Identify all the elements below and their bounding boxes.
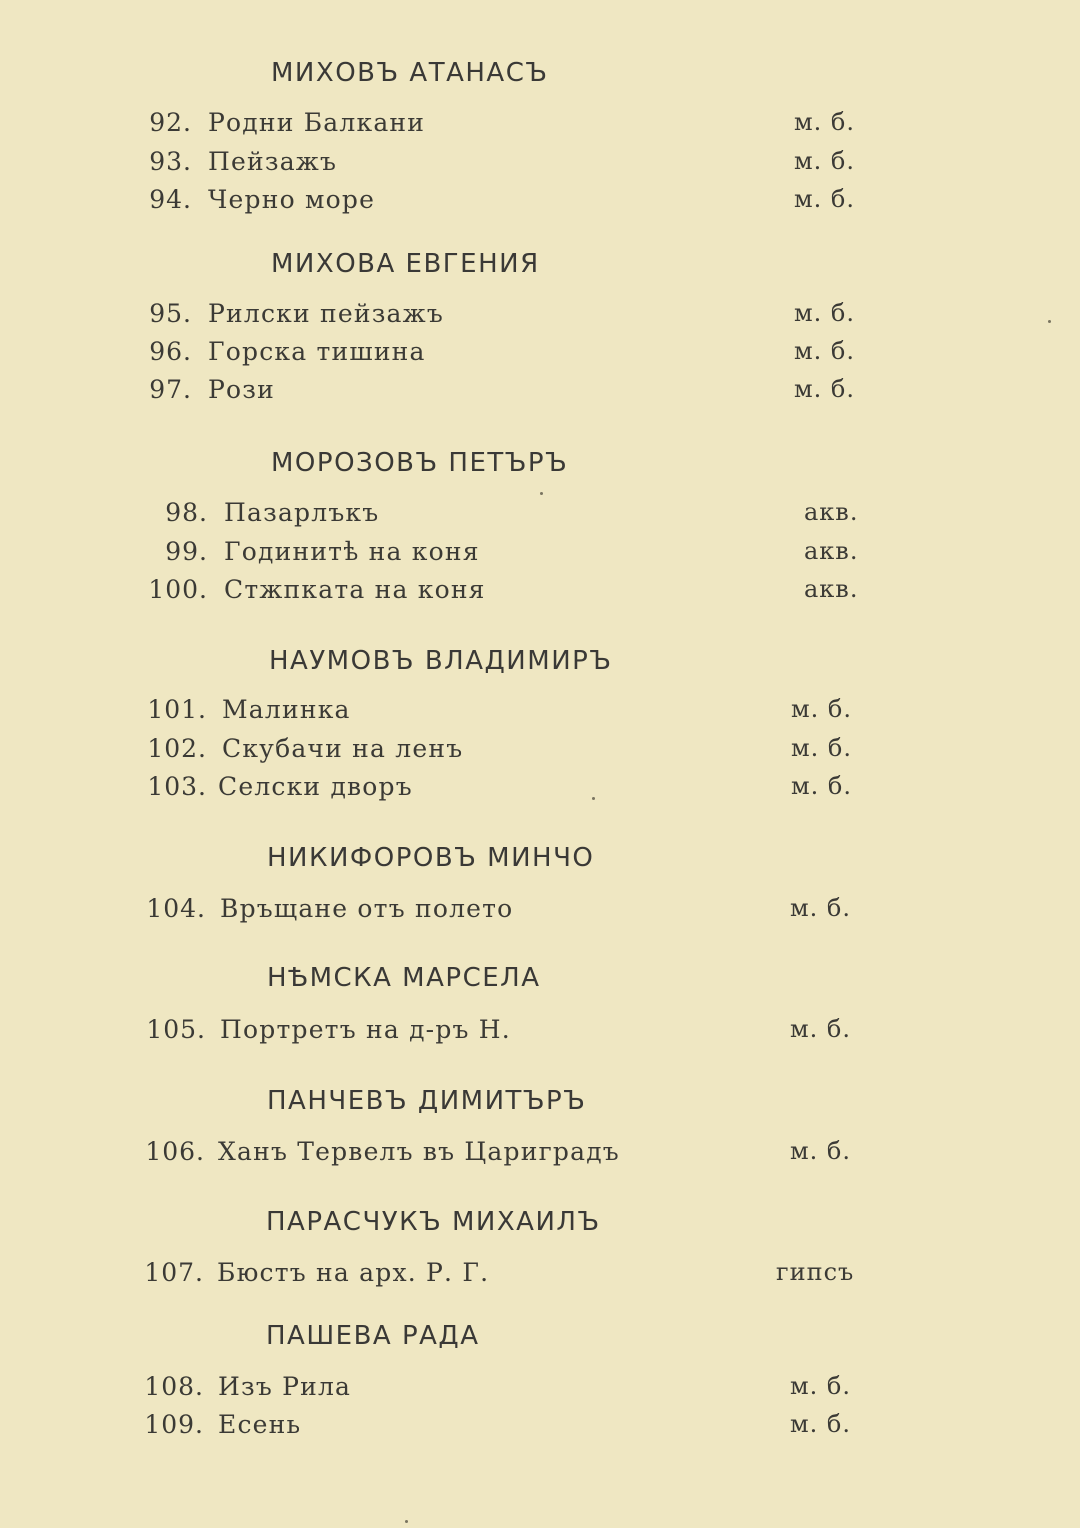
item-medium: м. б.: [794, 108, 856, 136]
item-medium: м. б.: [790, 1015, 852, 1043]
list-item: [0, 108, 1080, 142]
paper-speck: [1048, 320, 1051, 323]
item-title: Бюстъ на арх. Р. Г.: [217, 1258, 490, 1287]
item-number: 108.: [144, 1372, 204, 1401]
item-title: Стжпката на коня: [224, 575, 486, 604]
paper-speck: [540, 492, 543, 495]
item-medium: м. б.: [790, 1372, 852, 1400]
item-number: 93.: [149, 147, 192, 176]
item-number: 94.: [149, 185, 192, 214]
item-title: Връщане отъ полето: [220, 894, 514, 923]
artist-heading: НАУМОВЪ ВЛАДИМИРЪ: [269, 646, 613, 676]
item-medium: м. б.: [790, 1137, 852, 1165]
item-title: Пазарлъкъ: [224, 498, 380, 527]
list-item: [0, 375, 1080, 409]
item-title: Горска тишина: [208, 337, 426, 366]
item-title: Рози: [208, 375, 275, 404]
item-number: 105.: [146, 1015, 206, 1044]
item-title: Черно море: [208, 185, 376, 214]
item-title: Селски дворъ: [218, 772, 413, 801]
list-item: [0, 337, 1080, 371]
item-medium: м. б.: [794, 147, 856, 175]
list-item: [0, 772, 1080, 806]
item-number: 106.: [145, 1137, 205, 1166]
item-number: 100.: [148, 575, 208, 604]
item-medium: м. б.: [791, 772, 853, 800]
item-title: Изъ Рила: [218, 1372, 352, 1401]
item-medium: м. б.: [791, 734, 853, 762]
item-medium: м. б.: [791, 695, 853, 723]
artist-heading: ПАРАСЧУКЪ МИХАИЛЪ: [266, 1207, 601, 1237]
list-item: [0, 1410, 1080, 1444]
item-medium: акв.: [804, 575, 859, 603]
artist-heading: ПАНЧЕВЪ ДИМИТЪРЪ: [267, 1086, 587, 1116]
item-medium: м. б.: [794, 375, 856, 403]
list-item: [0, 299, 1080, 333]
list-item: [0, 575, 1080, 609]
artist-heading: МИХОВЪ АТАНАСЪ: [271, 58, 549, 88]
item-title: Ханъ Тервелъ въ Цариградъ: [218, 1137, 620, 1166]
paper-speck: [405, 1520, 408, 1523]
item-number: 107.: [144, 1258, 204, 1287]
item-title: Скубачи на ленъ: [222, 734, 464, 763]
list-item: [0, 1372, 1080, 1406]
list-item: [0, 734, 1080, 768]
item-medium: м. б.: [794, 185, 856, 213]
list-item: [0, 1015, 1080, 1049]
item-medium: акв.: [804, 498, 859, 526]
item-number: 95.: [149, 299, 192, 328]
item-title: Портретъ на д-ръ Н.: [220, 1015, 511, 1044]
item-title: Годинитѣ на коня: [224, 537, 480, 566]
list-item: [0, 147, 1080, 181]
item-number: 92.: [149, 108, 192, 137]
item-number: 109.: [144, 1410, 204, 1439]
item-number: 102.: [147, 734, 207, 763]
list-item: [0, 537, 1080, 571]
item-number: 99.: [165, 537, 208, 566]
artist-heading: НѢМСКА МАРСЕЛА: [267, 963, 541, 993]
item-medium: гипсъ: [776, 1258, 855, 1286]
list-item: [0, 185, 1080, 219]
item-medium: м. б.: [790, 1410, 852, 1438]
item-number: 101.: [147, 695, 207, 724]
artist-heading: ПАШЕВА РАДА: [266, 1321, 480, 1351]
artist-heading: НИКИФОРОВЪ МИНЧО: [267, 843, 595, 873]
list-item: [0, 1258, 1080, 1292]
item-number: 97.: [149, 375, 192, 404]
artist-heading: МИХОВА ЕВГЕНИЯ: [271, 249, 540, 279]
item-medium: акв.: [804, 537, 859, 565]
list-item: [0, 695, 1080, 729]
item-medium: м. б.: [794, 337, 856, 365]
item-number: 98.: [165, 498, 208, 527]
item-title: Родни Балкани: [208, 108, 426, 137]
item-medium: м. б.: [790, 894, 852, 922]
item-number: 96.: [149, 337, 192, 366]
item-number: 103.: [147, 772, 207, 801]
item-title: Рилски пейзажъ: [208, 299, 444, 328]
item-medium: м. б.: [794, 299, 856, 327]
list-item: [0, 894, 1080, 928]
item-title: Малинка: [222, 695, 351, 724]
item-title: Есень: [218, 1410, 302, 1439]
item-title: Пейзажъ: [208, 147, 338, 176]
item-number: 104.: [146, 894, 206, 923]
paper-speck: [592, 797, 595, 800]
list-item: [0, 1137, 1080, 1171]
list-item: [0, 498, 1080, 532]
artist-heading: МОРОЗОВЪ ПЕТЪРЪ: [271, 448, 569, 478]
